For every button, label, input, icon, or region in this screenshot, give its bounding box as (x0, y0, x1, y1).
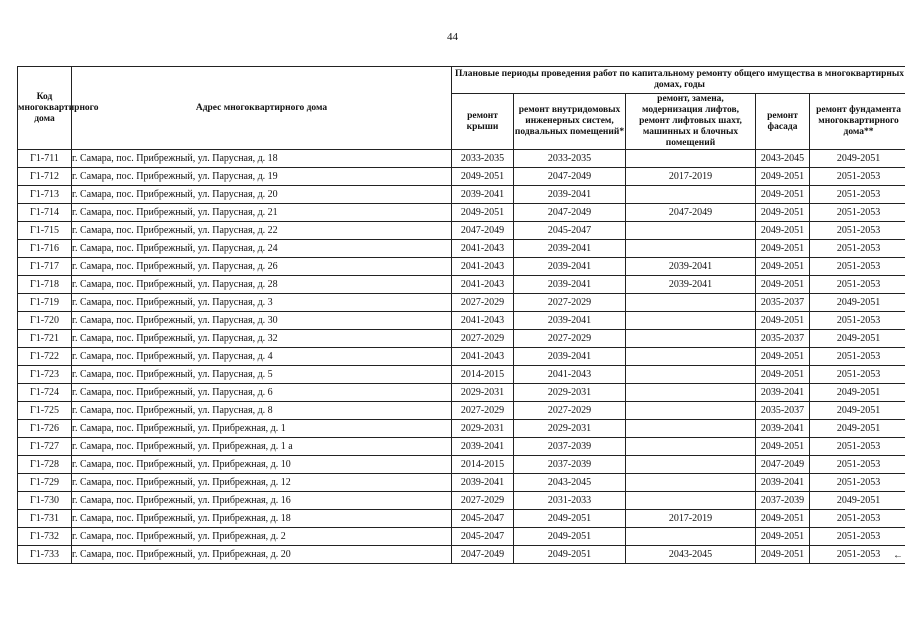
row-address: г. Самара, пос. Прибрежный, ул. Парусная, д. 32 (72, 330, 452, 348)
row-systems: 2047-2049 (514, 204, 626, 222)
row-code: Г1-722 (18, 348, 72, 366)
row-foundation: 2051-2053 (810, 510, 905, 528)
row-lifts: 2039-2041 (626, 258, 756, 276)
row-foundation: 2049-2051 (810, 402, 905, 420)
row-systems: 2039-2041 (514, 348, 626, 366)
row-address: г. Самара, пос. Прибрежный, ул. Парусная, д. 24 (72, 240, 452, 258)
row-code: Г1-723 (18, 366, 72, 384)
row-systems: 2033-2035 (514, 150, 626, 168)
table-row (18, 546, 905, 564)
row-facade: 2049-2051 (756, 222, 810, 240)
table-row (18, 294, 905, 312)
header-row-top (18, 67, 905, 94)
row-address: г. Самара, пос. Прибрежный, ул. Прибрежная, д. 12 (72, 474, 452, 492)
row-code: Г1-728 (18, 456, 72, 474)
row-lifts (626, 438, 756, 456)
table-row (18, 186, 905, 204)
row-lifts (626, 528, 756, 546)
row-lifts (626, 366, 756, 384)
table-row (18, 348, 905, 366)
row-lifts: 2017-2019 (626, 168, 756, 186)
row-roof: 2014-2015 (452, 456, 514, 474)
row-roof: 2049-2051 (452, 168, 514, 186)
row-lifts (626, 420, 756, 438)
row-systems: 2039-2041 (514, 276, 626, 294)
row-lifts: 2017-2019 (626, 510, 756, 528)
header-systems: ремонт внутридомовых инженерных систем, подвальных помещений* (514, 94, 626, 150)
row-systems: 2049-2051 (514, 510, 626, 528)
row-foundation: 2049-2051 (810, 150, 905, 168)
row-facade: 2049-2051 (756, 186, 810, 204)
row-foundation: 2051-2053 (810, 204, 905, 222)
row-systems: 2041-2043 (514, 366, 626, 384)
row-lifts (626, 384, 756, 402)
row-code: Г1-721 (18, 330, 72, 348)
row-address: г. Самара, пос. Прибрежный, ул. Парусная, д. 28 (72, 276, 452, 294)
row-address: г. Самара, пос. Прибрежный, ул. Парусная, д. 26 (72, 258, 452, 276)
row-code: Г1-727 (18, 438, 72, 456)
table-row (18, 402, 905, 420)
row-foundation: 2051-2053 (810, 222, 905, 240)
row-address: г. Самара, пос. Прибрежный, ул. Прибрежная, д. 18 (72, 510, 452, 528)
row-systems: 2049-2051 (514, 528, 626, 546)
page-number: 44 (447, 31, 458, 43)
row-address: г. Самара, пос. Прибрежный, ул. Прибрежная, д. 1 (72, 420, 452, 438)
row-address: г. Самара, пос. Прибрежный, ул. Парусная, д. 20 (72, 186, 452, 204)
row-code: Г1-719 (18, 294, 72, 312)
row-foundation: 2051-2053 (810, 258, 905, 276)
row-code: Г1-718 (18, 276, 72, 294)
table-row (18, 366, 905, 384)
row-roof: 2027-2029 (452, 492, 514, 510)
row-facade: 2047-2049 (756, 456, 810, 474)
row-lifts (626, 348, 756, 366)
row-code: Г1-711 (18, 150, 72, 168)
row-lifts (626, 150, 756, 168)
row-roof: 2049-2051 (452, 204, 514, 222)
row-address: г. Самара, пос. Прибрежный, ул. Парусная, д. 30 (72, 312, 452, 330)
table-row (18, 204, 905, 222)
table-row (18, 168, 905, 186)
row-roof: 2014-2015 (452, 366, 514, 384)
row-roof: 2041-2043 (452, 240, 514, 258)
row-roof: 2041-2043 (452, 258, 514, 276)
row-roof: 2041-2043 (452, 312, 514, 330)
table-row (18, 510, 905, 528)
row-facade: 2035-2037 (756, 402, 810, 420)
edge-mark: ← (893, 550, 903, 561)
row-lifts (626, 186, 756, 204)
table-row (18, 240, 905, 258)
row-facade: 2039-2041 (756, 420, 810, 438)
row-systems: 2029-2031 (514, 420, 626, 438)
table-row (18, 384, 905, 402)
row-systems: 2027-2029 (514, 294, 626, 312)
row-code: Г1-730 (18, 492, 72, 510)
row-systems: 2039-2041 (514, 312, 626, 330)
header-lifts: ремонт, замена, модернизация лифтов, ремонт лифтовых шахт, машинных и блочных помещений (626, 94, 756, 150)
row-foundation: 2051-2053 (810, 528, 905, 546)
row-lifts: 2043-2045 (626, 546, 756, 564)
row-code: Г1-712 (18, 168, 72, 186)
row-systems: 2027-2029 (514, 330, 626, 348)
row-systems: 2039-2041 (514, 258, 626, 276)
row-systems: 2039-2041 (514, 186, 626, 204)
row-facade: 2049-2051 (756, 204, 810, 222)
row-address: г. Самара, пос. Прибрежный, ул. Парусная, д. 6 (72, 384, 452, 402)
row-code: Г1-724 (18, 384, 72, 402)
row-systems: 2037-2039 (514, 456, 626, 474)
row-lifts (626, 330, 756, 348)
row-address: г. Самара, пос. Прибрежный, ул. Прибрежная, д. 1 а (72, 438, 452, 456)
row-lifts (626, 402, 756, 420)
row-facade: 2049-2051 (756, 312, 810, 330)
row-address: г. Самара, пос. Прибрежный, ул. Парусная, д. 5 (72, 366, 452, 384)
row-code: Г1-725 (18, 402, 72, 420)
row-facade: 2049-2051 (756, 438, 810, 456)
table-row (18, 438, 905, 456)
table-row (18, 222, 905, 240)
repair-schedule-table (17, 66, 905, 564)
row-lifts (626, 294, 756, 312)
row-facade: 2049-2051 (756, 546, 810, 564)
header-roof: ремонт крыши (452, 94, 514, 150)
row-facade: 2049-2051 (756, 366, 810, 384)
row-roof: 2047-2049 (452, 222, 514, 240)
row-code: Г1-731 (18, 510, 72, 528)
row-lifts (626, 474, 756, 492)
row-systems: 2047-2049 (514, 168, 626, 186)
row-roof: 2041-2043 (452, 276, 514, 294)
row-roof: 2041-2043 (452, 348, 514, 366)
row-address: г. Самара, пос. Прибрежный, ул. Парусная, д. 3 (72, 294, 452, 312)
row-foundation: 2051-2053 (810, 546, 905, 564)
row-roof: 2029-2031 (452, 420, 514, 438)
row-lifts: 2047-2049 (626, 204, 756, 222)
row-facade: 2049-2051 (756, 258, 810, 276)
row-facade: 2039-2041 (756, 474, 810, 492)
row-facade: 2049-2051 (756, 510, 810, 528)
row-roof: 2039-2041 (452, 186, 514, 204)
row-code: Г1-713 (18, 186, 72, 204)
row-systems: 2043-2045 (514, 474, 626, 492)
table-row (18, 150, 905, 168)
row-facade: 2035-2037 (756, 294, 810, 312)
row-roof: 2027-2029 (452, 294, 514, 312)
row-lifts: 2039-2041 (626, 276, 756, 294)
row-code: Г1-715 (18, 222, 72, 240)
row-foundation: 2051-2053 (810, 366, 905, 384)
row-foundation: 2051-2053 (810, 456, 905, 474)
row-systems: 2037-2039 (514, 438, 626, 456)
table-row (18, 474, 905, 492)
row-foundation: 2051-2053 (810, 474, 905, 492)
row-address: г. Самара, пос. Прибрежный, ул. Прибрежная, д. 20 (72, 546, 452, 564)
table-row (18, 492, 905, 510)
row-address: г. Самара, пос. Прибрежный, ул. Парусная, д. 21 (72, 204, 452, 222)
row-systems: 2029-2031 (514, 384, 626, 402)
row-systems: 2039-2041 (514, 240, 626, 258)
row-systems: 2031-2033 (514, 492, 626, 510)
row-foundation: 2051-2053 (810, 312, 905, 330)
row-roof: 2045-2047 (452, 510, 514, 528)
row-foundation: 2051-2053 (810, 240, 905, 258)
row-lifts (626, 492, 756, 510)
row-address: г. Самара, пос. Прибрежный, ул. Прибрежная, д. 16 (72, 492, 452, 510)
row-facade: 2035-2037 (756, 330, 810, 348)
row-lifts (626, 312, 756, 330)
row-foundation: 2049-2051 (810, 420, 905, 438)
row-address: г. Самара, пос. Прибрежный, ул. Парусная, д. 4 (72, 348, 452, 366)
row-systems: 2049-2051 (514, 546, 626, 564)
header-address: Адрес многоквартирного дома (72, 67, 452, 150)
table-row (18, 456, 905, 474)
header-periods: Плановые периоды проведения работ по капитальному ремонту общего имущества в многоквартирных домах, годы (452, 67, 905, 94)
header-foundation: ремонт фундамента многоквартирного дома** (810, 94, 905, 150)
row-code: Г1-717 (18, 258, 72, 276)
table-row (18, 312, 905, 330)
row-roof: 2029-2031 (452, 384, 514, 402)
row-lifts (626, 456, 756, 474)
row-foundation: 2049-2051 (810, 330, 905, 348)
row-facade: 2037-2039 (756, 492, 810, 510)
row-roof: 2027-2029 (452, 330, 514, 348)
table-row (18, 528, 905, 546)
row-facade: 2049-2051 (756, 168, 810, 186)
table-row (18, 276, 905, 294)
row-roof: 2045-2047 (452, 528, 514, 546)
table-row (18, 420, 905, 438)
row-roof: 2033-2035 (452, 150, 514, 168)
row-facade: 2049-2051 (756, 348, 810, 366)
header-facade: ремонт фасада (756, 94, 810, 150)
table-row (18, 258, 905, 276)
row-address: г. Самара, пос. Прибрежный, ул. Парусная, д. 18 (72, 150, 452, 168)
row-systems: 2027-2029 (514, 402, 626, 420)
row-code: Г1-726 (18, 420, 72, 438)
row-foundation: 2051-2053 (810, 276, 905, 294)
row-roof: 2047-2049 (452, 546, 514, 564)
row-address: г. Самара, пос. Прибрежный, ул. Прибрежная, д. 2 (72, 528, 452, 546)
row-facade: 2049-2051 (756, 528, 810, 546)
row-roof: 2027-2029 (452, 402, 514, 420)
row-address: г. Самара, пос. Прибрежный, ул. Парусная, д. 22 (72, 222, 452, 240)
row-facade: 2049-2051 (756, 240, 810, 258)
row-address: г. Самара, пос. Прибрежный, ул. Прибрежная, д. 10 (72, 456, 452, 474)
row-foundation: 2051-2053 (810, 186, 905, 204)
header-code: Код многоквартирного дома (18, 67, 72, 150)
row-foundation: 2049-2051 (810, 384, 905, 402)
row-code: Г1-732 (18, 528, 72, 546)
row-lifts (626, 240, 756, 258)
table-body (18, 150, 905, 564)
row-address: г. Самара, пос. Прибрежный, ул. Парусная, д. 8 (72, 402, 452, 420)
row-foundation: 2049-2051 (810, 294, 905, 312)
row-code: Г1-714 (18, 204, 72, 222)
row-address: г. Самара, пос. Прибрежный, ул. Парусная, д. 19 (72, 168, 452, 186)
row-code: Г1-729 (18, 474, 72, 492)
row-foundation: 2051-2053 (810, 438, 905, 456)
row-code: Г1-716 (18, 240, 72, 258)
row-foundation: 2049-2051 (810, 492, 905, 510)
row-facade: 2049-2051 (756, 276, 810, 294)
table-row (18, 330, 905, 348)
row-code: Г1-733 (18, 546, 72, 564)
row-roof: 2039-2041 (452, 474, 514, 492)
row-roof: 2039-2041 (452, 438, 514, 456)
row-foundation: 2051-2053 (810, 168, 905, 186)
row-systems: 2045-2047 (514, 222, 626, 240)
row-foundation: 2051-2053 (810, 348, 905, 366)
row-facade: 2043-2045 (756, 150, 810, 168)
row-code: Г1-720 (18, 312, 72, 330)
row-lifts (626, 222, 756, 240)
row-facade: 2039-2041 (756, 384, 810, 402)
